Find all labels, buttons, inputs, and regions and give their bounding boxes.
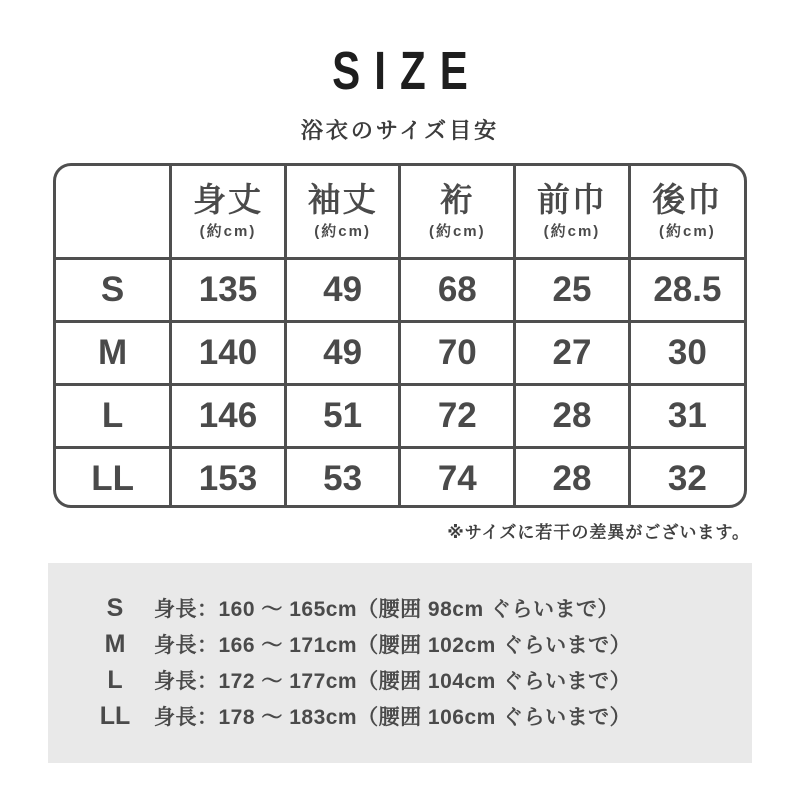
height-guide-panel — [48, 563, 752, 763]
cell-value: 74 — [400, 447, 515, 508]
unit-label: (約cm) — [428, 222, 486, 240]
cell-value: 27 — [515, 321, 630, 384]
cell-value: 70 — [400, 321, 515, 384]
guide-text: 身長：160 ～ 165cm（腰囲 98cm ぐらいまで） — [154, 598, 619, 621]
page-subtitle: 浴衣のサイズ目安 — [300, 118, 500, 143]
guide-text: 身長：172 ～ 177cm（腰囲 104cm ぐらいまで） — [154, 670, 632, 693]
header-cell-mitake — [171, 166, 286, 258]
header-cell-empty — [56, 166, 171, 258]
column-label: 身丈 — [192, 180, 263, 218]
page-title-text: SIZE — [332, 41, 482, 101]
cell-value: 140 — [171, 321, 286, 384]
guide-row — [48, 626, 752, 662]
header-cell-maehaba — [515, 166, 630, 258]
guide-row — [48, 662, 752, 698]
guide-row — [48, 698, 752, 734]
unit-label: (約cm) — [199, 222, 257, 240]
cell-value: 30 — [629, 321, 744, 384]
cell-value: 32 — [667, 459, 707, 499]
unit-label: (約cm) — [314, 222, 371, 240]
header-cell-ushirohaba — [629, 166, 744, 258]
column-label: 袖丈 — [307, 180, 378, 218]
cell-value: 72 — [400, 384, 515, 447]
cell-value: 53 — [285, 447, 400, 508]
cell-value: 153 — [171, 447, 286, 508]
table-row — [56, 321, 744, 384]
header-cell-yuki — [400, 166, 515, 258]
cell-value: 49 — [285, 321, 400, 384]
header-cell-sodetake — [285, 166, 400, 258]
column-label: 前巾 — [536, 180, 607, 218]
cell-value: 135 — [171, 258, 286, 321]
cell-value: 28.5 — [629, 258, 744, 321]
cell-value: 31 — [629, 384, 744, 447]
unit-label: (約cm) — [659, 222, 716, 240]
cell-value: 49 — [285, 258, 400, 321]
table-row — [56, 447, 744, 508]
cell-value: 51 — [285, 384, 400, 447]
size-label: S — [56, 258, 171, 321]
size-variance-note: ※サイズに若干の差異がございます。 — [447, 523, 750, 542]
size-label: LL — [56, 447, 171, 508]
guide-text: 身長：166 ～ 171cm（腰囲 102cm ぐらいまで） — [154, 634, 632, 657]
guide-size-label: S — [106, 593, 124, 622]
cell-value: 28 — [515, 447, 630, 508]
guide-size-label: M — [104, 629, 126, 658]
cell-value: 25 — [515, 258, 630, 321]
guide-size-label: L — [107, 665, 123, 694]
size-label: M — [56, 321, 171, 384]
size-table — [56, 166, 744, 508]
page-title — [0, 41, 800, 101]
unit-label: (約cm) — [543, 222, 601, 240]
guide-size-label: LL — [99, 701, 131, 730]
table-row — [56, 258, 744, 321]
cell-value: 146 — [171, 384, 286, 447]
table-row — [56, 384, 744, 447]
table-header-row — [56, 166, 744, 258]
cell-value: 68 — [400, 258, 515, 321]
guide-row — [48, 590, 752, 626]
guide-text: 身長：178 ～ 183cm（腰囲 106cm ぐらいまで） — [154, 706, 632, 729]
column-label: 裄 — [439, 180, 475, 218]
size-table-container — [53, 163, 747, 508]
cell-value: 28 — [515, 384, 630, 447]
size-label: L — [56, 384, 171, 447]
column-label: 後巾 — [652, 180, 723, 218]
